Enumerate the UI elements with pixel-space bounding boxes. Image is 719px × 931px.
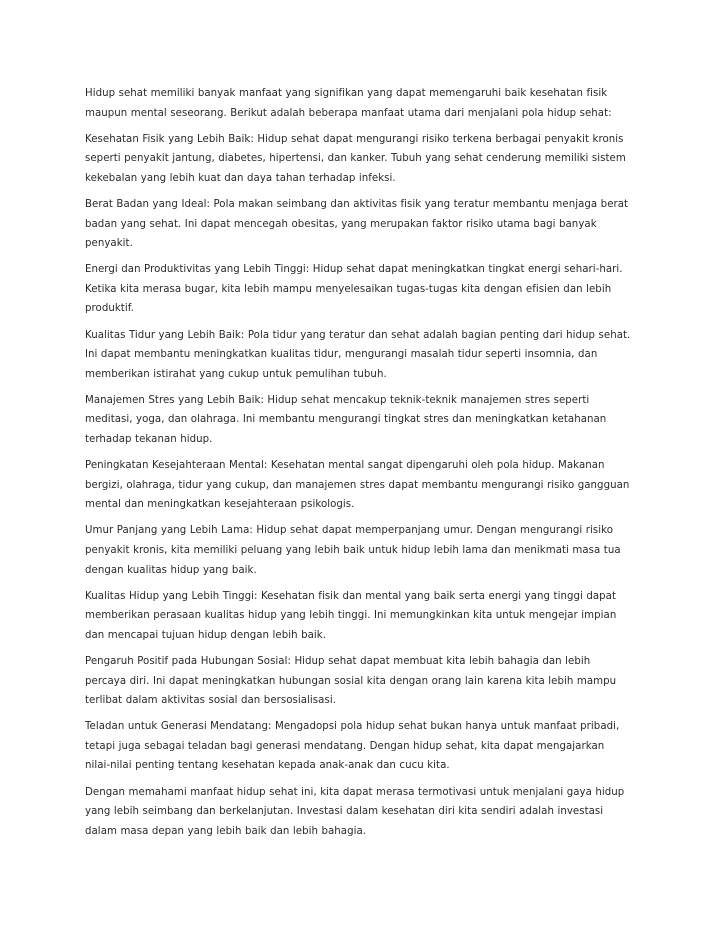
paragraph-stress-management: Manajemen Stres yang Lebih Baik: Hidup sehat mencakup teknik-teknik manajemen stres seperti meditasi, yoga, dan olahraga. Ini membantu mengurangi tingkat stres dan meningkatkan ketahanan terhadap tekanan hidup. bbox=[85, 394, 607, 445]
paragraph-social-relations: Pengaruh Positif pada Hubungan Sosial: Hidup sehat dapat membuat kita lebih bahagia dan lebih percaya diri. Ini dapat meningkatkan hubungan sosial kita dengan orang lain karena kita lebih mampu terlibat dalam aktivitas sosial dan bersosialisasi. bbox=[85, 655, 617, 707]
paragraph-intro: Hidup sehat memiliki banyak manfaat yang signifikan yang dapat memengaruhi baik kesehatan fisik maupun mental seseorang. Berikut adalah beberapa manfaat utama dari menjalani pola hidup sehat: bbox=[85, 88, 612, 119]
paragraph-quality-of-life: Kualitas Hidup yang Lebih Tinggi: Kesehatan fisik dan mental yang baik serta energi yang tinggi dapat memberikan perasaan kualitas hidup yang lebih tinggi. Ini memungkinkan kita untuk mengejar impian dan mencapai tujuan hidup dengan lebih baik. bbox=[85, 590, 617, 641]
paragraph-sleep-quality: Kualitas Tidur yang Lebih Baik: Pola tidur yang teratur dan sehat adalah bagian penting dari hidup sehat. Ini dapat membantu meningkatkan kualitas tidur, mengurangi masalah tidur seperti insomnia, dan memberikan istirahat yang cukup untuk pemulihan tubuh. bbox=[85, 329, 631, 380]
paragraph-mental-wellbeing: Peningkatan Kesejahteraan Mental: Kesehatan mental sangat dipengaruhi oleh pola hidup. Makanan bergizi, olahraga, tidur yang cukup, dan manajemen stres dapat membantu mengurangi risiko gangguan mental dan meningkatkan kesejahteraan psikologis. bbox=[85, 460, 630, 511]
paragraph-longevity: Umur Panjang yang Lebih Lama: Hidup sehat dapat memperpanjang umur. Dengan mengurangi risiko penyakit kronis, kita memiliki peluang yang lebih baik untuk hidup lebih lama dan menikmati masa tua dengan kualitas hidup yang baik. bbox=[85, 525, 621, 576]
paragraph-conclusion: Dengan memahami manfaat hidup sehat ini, kita dapat merasa termotivasi untuk menjalani gaya hidup yang lebih seimbang dan berkelanjutan. Investasi dalam kesehatan diri kita sendiri adalah investasi dalam masa depan yang lebih baik dan lebih bahagia. bbox=[85, 786, 625, 837]
paragraph-future-generations: Teladan untuk Generasi Mendatang: Mengadopsi pola hidup sehat bukan hanya untuk manfaat pribadi, tetapi juga sebagai teladan bagi generasi mendatang. Dengan hidup sehat, kita dapat mengajarkan nilai-nilai penting tentang kesehatan kepada anak-anak dan cucu kita. bbox=[85, 721, 620, 772]
paragraph-ideal-weight: Berat Badan yang Ideal: Pola makan seimbang dan aktivitas fisik yang teratur membantu menjaga berat badan yang sehat. Ini dapat mencegah obesitas, yang merupakan faktor risiko utama bagi banyak penyakit. bbox=[85, 198, 629, 250]
document-body bbox=[85, 84, 631, 841]
paragraph-energy-productivity: Energi dan Produktivitas yang Lebih Tinggi: Hidup sehat dapat meningkatkan tingkat energi sehari-hari. Ketika kita merasa bugar, kita lebih mampu menyelesaikan tugas-tugas kita dengan efisien dan lebih produktif. bbox=[85, 264, 623, 315]
paragraph-physical-health: Kesehatan Fisik yang Lebih Baik: Hidup sehat dapat mengurangi risiko terkena berbagai penyakit kronis seperti penyakit jantung, diabetes, hipertensi, dan kanker. Tubuh yang sehat cenderung memiliki sistem kekebalan yang lebih kuat dan daya tahan terhadap infeksi. bbox=[85, 133, 626, 184]
